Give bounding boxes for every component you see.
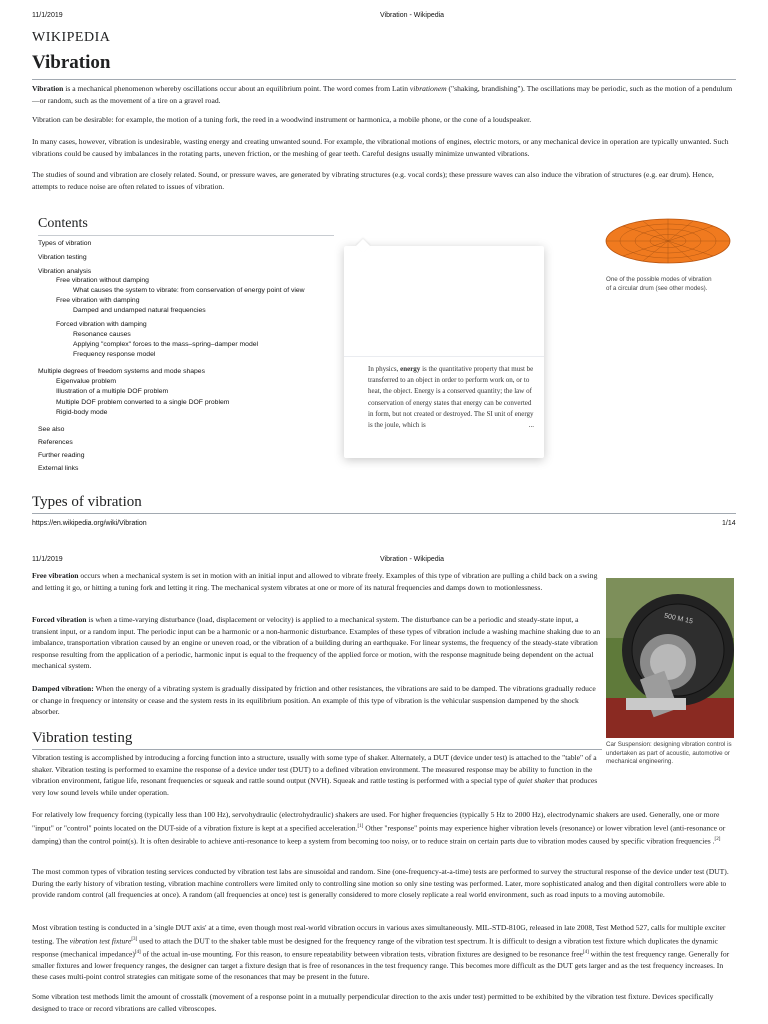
toc-item[interactable]: Free vibration with damping xyxy=(56,297,140,304)
toc-item[interactable]: Multiple DOF problem converted to a single DOF problem xyxy=(56,399,230,406)
toc-item[interactable]: Forced vibration with damping xyxy=(56,321,147,328)
popup-pointer xyxy=(356,239,370,253)
toc-item[interactable]: Multiple degrees of freedom systems and mode shapes xyxy=(38,368,205,375)
popup-extract: In physics, energy is the quantitative property that must be transferred to an object in order to perform work on, or to heat, the object. Energy is a conserved quantity; the law of conservation of energy states that energy can be converted in form, but not created or destroyed. The SI unit of energy is the joule, which is ... xyxy=(368,365,534,430)
intro-paragraph-4: The studies of sound and vibration are closely related. Sound, or pressure waves, are generated by vibrating structures (e.g. vocal cords); these pressure waves can also induce the vibration of structures (e.g. ear drum). Hence, attempts to reduce noise are often related to issues of vibration. xyxy=(32,170,714,191)
intro-paragraph-3: In many cases, however, vibration is undesirable, wasting energy and creating unwanted sound. For example, the vibrational motions of engines, electric motors, or any mechanical device in operation are typically unwanted. Such vibrations could be caused by imbalances in the rotating parts, uneven friction, or the meshing of gear teeth. Careful designs usually minimize unwanted vibrations. xyxy=(32,137,729,158)
toc-item[interactable]: Further reading xyxy=(38,452,85,459)
forced-vibration-paragraph: Forced vibration is when a time-varying disturbance (load, displacement or velocity) is applied to a mechanical system. The disturbance can be a periodic and steady-state input, a transient input, or a random input. The periodic input can be a harmonic or a non-harmonic disturbance. Examples of these types of vibration include a washing machine shaking due to an imbalance, transportation vibration caused by an engine or uneven road, or the vibration of a building during an earthquake. For linear systems, the frequency of the steady-state vibration response resulting from the application of a periodic, harmonic input is equal to the frequency of the applied force or motion, with the response magnitude being dependent on the actual mechanical system. xyxy=(32,615,601,671)
toc-item[interactable]: Types of vibration xyxy=(38,240,92,247)
toc-item[interactable]: Damped and undamped natural frequencies xyxy=(73,307,206,314)
car-suspension-image xyxy=(606,578,734,738)
toc-item[interactable]: Applying "complex" forces to the mass–spring–damper model xyxy=(73,341,259,348)
toc-item[interactable]: Frequency response model xyxy=(73,351,156,358)
wikipedia-logo[interactable]: WIKIPEDIA xyxy=(32,30,111,45)
page-title: Vibration xyxy=(32,52,111,73)
damped-vibration-paragraph: Damped vibration: When the energy of a vibrating system is gradually dissipated by friction and other resistances, the vibrations are said to be damped. The vibrations gradually reduce or change in frequency or intensity or cease and the system rests in its equilibrium position. An example of this type of vibration is the vehicular suspension dampened by the shock absorber. xyxy=(32,684,596,717)
free-vibration-paragraph: Free vibration occurs when a mechanical system is set in motion with an initial input and allowed to vibrate freely. Examples of this type of vibration are pulling a child back on a swing and letting it go, or hitting a tuning fork and letting it ring. The mechanical system vibrates at one or more of its natural frequencies and damps down to motionlessness. xyxy=(32,571,598,592)
intro-paragraph-2: Vibration can be desirable: for example, the motion of a tuning fork, the reed in a woodwind instrument or harmonica, a mobile phone, or the cone of a loudspeaker. xyxy=(32,115,532,124)
toc-item[interactable]: External links xyxy=(38,465,79,472)
contents-divider xyxy=(38,235,334,236)
car-suspension-caption: Car Suspension: designing vibration control is undertaken as part of acoustic, automotive or mechanical engineering. xyxy=(606,741,732,766)
section-divider xyxy=(32,749,602,750)
testing-paragraph-1: Vibration testing is accomplished by introducing a forcing function into a structure, usually with some type of shaker. Alternately, a DUT (device under test) is attached to the "table" of a shaker. Vibration testing is performed to examine the response of a device under test (DUT) to a defined vibration environment. The measured response may be ability to function in the vibration environment, fatigue life, resonant frequencies or squeak and rattle sound output (NVH). Squeak and rattle testing is performed with a special type of quiet shaker that produces very low sound levels while under operation. xyxy=(32,753,598,797)
toc-item[interactable]: Rigid-body mode xyxy=(56,409,108,416)
testing-paragraph-4: Most vibration testing is conducted in a 'single DUT axis' at a time, even though most real-world vibration occurs in various axes simultaneously. MIL-STD-810G, released in late 2008, Test Method 527, calls for multiple exciter testing. The vibration test fixture[3] used to attach the DUT to the shaker table must be designed for the frequency range of the vibration test spectrum. It is difficult to design a vibration test fixture which duplicates the dynamic response (mechanical impedance)[4] of the actual in-use mounting. For this reason, to ensure repeatability between vibration tests, vibration fixtures are designed to be resonance free[4] within the test frequency range. Generally for smaller fixtures and lower frequency ranges, the designer can target a fixture design that is free of resonances in the test frequency range. This becomes more difficult as the DUT gets larger and as the test frequency increases. In these cases multi-point control strategies can mitigate some of the resonances that may be present in the future. xyxy=(32,923,730,982)
toc-item[interactable]: Vibration testing xyxy=(38,254,87,261)
toc-item[interactable]: Resonance causes xyxy=(73,331,131,338)
testing-paragraph-5: Some vibration test methods limit the amount of crosstalk (movement of a response point in a mutually perpendicular direction to the axis under test) permitted to be exhibited by the vibration test fixture. Devices specifically designed to trace or record vibrations are called vibroscopes. xyxy=(32,992,714,1013)
toc-item[interactable]: What causes the system to vibrate: from conservation of energy point of view xyxy=(73,287,305,294)
energy-preview-popup[interactable] xyxy=(344,246,544,458)
print-date: 11/1/2019 xyxy=(32,12,63,19)
section-divider xyxy=(32,513,736,514)
toc-item[interactable]: References xyxy=(38,439,73,446)
print-doc-title: Vibration - Wikipedia xyxy=(380,12,445,19)
testing-paragraph-2: For relatively low frequency forcing (typically less than 100 Hz), servohydraulic (electrohydraulic) shakers are used. For higher frequencies (typically 5 Hz to 2000 Hz), electrodynamic shakers are used. Generally, one or more "input" or "control" points located on the DUT-side of a vibration fixture is kept at a specified acceleration.[1] Other "response" points may experience higher vibration levels (resonance) or lower vibration level (anti-resonance or damping) than the control point(s). It is often desirable to achieve anti-resonance to keep a system from becoming too noisy, or to reduce strain on certain parts due to vibration modes caused by specific vibration frequencies .[2] xyxy=(32,810,726,846)
section-heading-testing: Vibration testing xyxy=(32,730,133,746)
print-page-number: 1/14 xyxy=(722,520,736,527)
toc-item[interactable]: Vibration analysis xyxy=(38,268,92,275)
circular-drum-mode-image xyxy=(603,216,733,266)
toc-item[interactable]: Eigenvalue problem xyxy=(56,378,117,385)
popup-divider xyxy=(344,356,544,357)
print-url[interactable]: https://en.wikipedia.org/wiki/Vibration xyxy=(32,520,147,527)
toc-item[interactable]: See also xyxy=(38,426,65,433)
drum-caption: One of the possible modes of vibration of a circular drum (see other modes). xyxy=(606,276,712,292)
toc-item[interactable]: Illustration of a multiple DOF problem xyxy=(56,388,169,395)
print-doc-title: Vibration - Wikipedia xyxy=(380,556,445,563)
title-divider xyxy=(32,79,736,80)
toc-item[interactable]: Free vibration without damping xyxy=(56,277,149,284)
contents-title: Contents xyxy=(38,216,88,231)
testing-paragraph-3: The most common types of vibration testing services conducted by vibration test labs are sinusoidal and random. Sine (one-frequency-at-a-time) tests are performed to survey the structural response of the device under test (DUT). During the early history of vibration testing, vibration machine controllers were limited only to controlling sine motion so only sine testing was performed. Later, more sophisticated analog and then digital controllers were able to provide random control (all frequencies at once). A random (all frequencies at once) test is generally considered to more closely replicate a real world environment, such as road inputs to a moving automobile. xyxy=(32,867,729,900)
tire-sidewall-text: 500 M 15 xyxy=(663,612,694,626)
section-heading-types: Types of vibration xyxy=(32,494,142,510)
print-date: 11/1/2019 xyxy=(32,556,63,563)
intro-paragraph-1: Vibration is a mechanical phenomenon whereby oscillations occur about an equilibrium point. The word comes from Latin vibrationem ("shaking, brandishing"). The oscillations may be periodic, such as the motion of a pendulum—or random, such as the movement of a tire on a gravel road. xyxy=(32,84,733,105)
